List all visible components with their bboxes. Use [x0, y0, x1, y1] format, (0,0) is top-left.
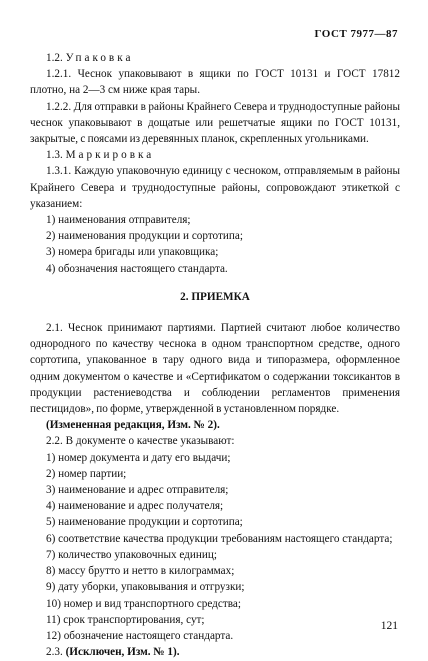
label-list-item: 2) наименования продукции и сортотипа;: [46, 230, 243, 243]
quality-doc-list-item: 3) наименование и адрес отправителя;: [46, 484, 229, 497]
clause-1-3-1: 1.3.1. Каждую упаковочную единицу с чесноком, отправляемым в районы Крайнего Севера и труднодоступные районы, сопровождают этикеткой с указанием:: [30, 165, 400, 210]
clause-1-2-1: 1.2.1. Чеснок упаковывают в ящики по ГОСТ 10131 и ГОСТ 17812 плотно, на 2—3 см ниже края тары.: [30, 68, 400, 97]
amendment-note: (Измененная редакция, Изм. № 2).: [46, 419, 220, 432]
clause-1-3-number: 1.3.: [46, 149, 63, 162]
clause-1-2-2: 1.2.2. Для отправки в районы Крайнего Севера и труднодоступные районы чеснок упаковывают в дощатые или решетчатые ящики по ГОСТ 10131, закрытые, с поясами из деревянных планок, скрепленных угольниками.: [30, 100, 400, 146]
clause-1-3-heading: [30, 147, 400, 163]
quality-doc-list-item: 8) массу брутто и нетто в килограммах;: [46, 565, 235, 578]
quality-doc-list-item: 1) номер документа и дату его выдачи;: [46, 451, 231, 464]
clause-2-1: 2.1. Чеснок принимают партиями. Партией считают любое количество однородного по качеству чеснока в одном транспортном средстве, одного сортотипа, упакованное в тару одного вида и типоразмера, оформленное одним документом о качестве и «Сертификатом о содержании токсикантов в продукции растениеводства и соблюдении регламентов применения пестицидов», по форме, утвержденной в установленном порядке.: [30, 322, 400, 416]
quality-doc-list-item: 10) номер и вид транспортного средства;: [46, 597, 241, 610]
quality-doc-list-item: 11) срок транспортирования, сут;: [46, 613, 205, 626]
quality-doc-list-item: 5) наименование продукции и сортотипа;: [46, 516, 243, 529]
label-list-item: 3) номера бригады или упаковщика;: [46, 246, 219, 259]
clause-2-2: 2.2. В документе о качестве указывают:: [46, 435, 235, 448]
clause-2-3-number: 2.3.: [46, 646, 63, 659]
clause-1-2-heading: [30, 50, 400, 66]
label-list-item: 4) обозначения настоящего стандарта.: [46, 262, 228, 275]
quality-doc-list-item: 12) обозначение настоящего стандарта.: [46, 629, 234, 642]
section-2-title: 2. ПРИЕМКА: [180, 290, 250, 303]
clause-2-3: [30, 644, 400, 660]
quality-doc-list-item: 7) количество упаковочных единиц;: [46, 548, 217, 561]
quality-doc-list-item: 4) наименование и адрес получателя;: [46, 500, 224, 513]
label-list-item: 1) наименования отправителя;: [46, 214, 191, 227]
clause-1-2-number: 1.2.: [46, 52, 63, 64]
quality-doc-list-item: 9) дату уборки, упаковывания и отгрузки;: [46, 581, 245, 594]
quality-doc-list-item: 6) соответствие качества продукции требованиям настоящего стандарта;: [46, 532, 393, 545]
document-body: [30, 50, 400, 660]
clause-1-3-title: Маркировка: [65, 149, 155, 162]
quality-doc-list-item: 2) номер партии;: [46, 467, 127, 480]
page-number: 121: [380, 620, 398, 632]
clause-2-3-excluded-note: (Исключен, Изм. № 1).: [65, 646, 180, 659]
clause-1-2-title: Упаковка: [65, 52, 134, 64]
document-code-header: ГОСТ 7977—87: [314, 28, 398, 40]
